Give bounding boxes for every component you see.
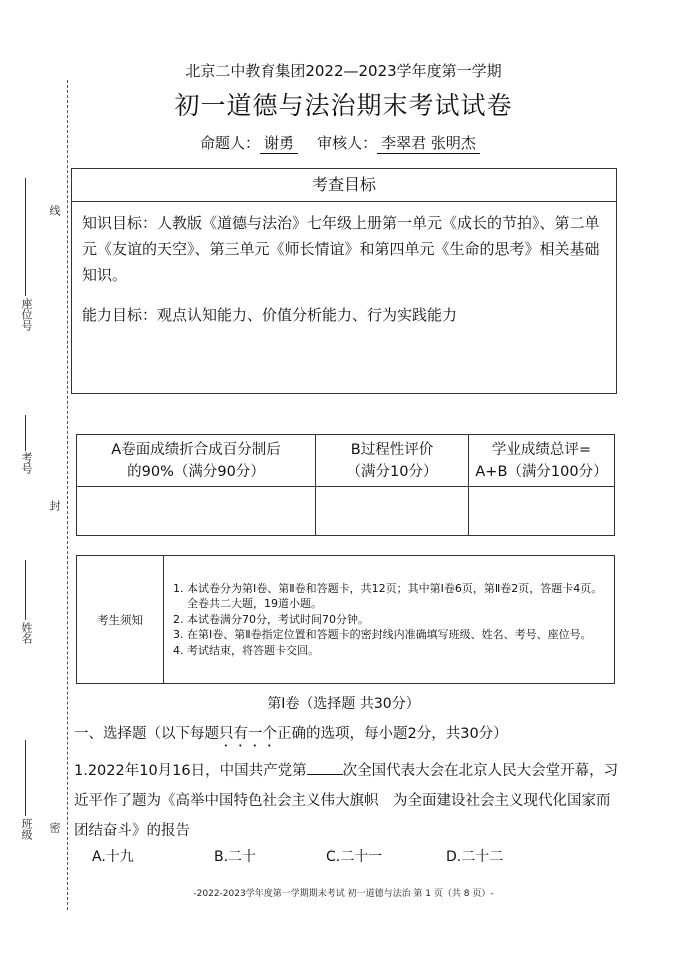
score-a-line1: A卷面成绩折合成百分制后 [111,441,281,458]
margin-label-feng: 封 [48,500,61,511]
class-fill-line [25,740,26,816]
section1-post: 正确的选项，每小题2分，共30分） [277,726,508,742]
exam-title: 初一道德与法治期末考试试卷 [174,91,513,120]
reviewer-label: 审核人： [317,134,378,152]
page-footer: -2022-2023学年度第一学期期末考试 初一道德与法治 第 1 页（共 8 页）- [193,889,494,899]
objectives-title: 考查目标 [72,169,616,202]
q1-option-d[interactable]: D.二十二 [446,849,504,865]
score-header-total [469,435,615,487]
exam-no-fill-line [25,415,26,451]
score-b-line1: B过程性评价 [350,441,434,458]
q1-option-b[interactable]: B.二十 [214,849,257,865]
section1-heading [74,722,508,750]
score-cell-b[interactable] [316,487,469,536]
notice-item: 2. 本试卷满分70分，考试时间70分钟。 [187,612,607,628]
score-cell-total[interactable] [469,487,615,536]
notice-item: 3. 在第Ⅰ卷、第Ⅱ卷指定位置和答题卡的密封线内准确填写班级、姓名、考号、座位号。 [187,627,607,643]
q1-text-a: 1.2022年10月16日，中国共产党第 [74,763,307,779]
part1-heading: 第Ⅰ卷（选择题 共30分） [267,696,420,712]
q1-option-a[interactable]: A.十九 [92,849,134,865]
q1-options [92,846,503,866]
q1-text-b: 次全国代表大会在北京人民大会堂开幕，习近平作了题为《高举中国特色社会主义伟大旗帜 为全面建设社会主义现代化国家而团结奋斗》的报告 [74,763,619,839]
section1-pre: 一、选择题（以下每题 [74,726,219,742]
binding-line [67,80,68,910]
margin-label-class: 班级 [20,818,33,840]
seat-fill-line [25,178,26,296]
exam-subtitle: 北京二中教育集团2022—2023学年度第一学期 [185,62,502,80]
authors-line [200,132,480,154]
q1-blank[interactable] [307,774,343,775]
notice-item: 4. 考试结束，将答题卡交回。 [187,643,607,659]
margin-label-exam-no: 考号 [20,452,33,474]
margin-label-mi: 密 [48,822,61,833]
margin-label-xian: 线 [48,205,61,216]
ability-objective: 能力目标：观点认知能力、价值分析能力、行为实践能力 [82,306,458,324]
score-b-line2: （满分10分） [346,463,438,480]
section1-emphasis: 只有一个 [219,726,277,742]
score-table [76,434,615,536]
notice-table [76,555,615,684]
setter-label: 命题人： [200,134,261,152]
setter-name: 谢勇 [260,132,298,154]
score-header-a [77,435,316,487]
margin-label-name: 姓名 [20,622,33,644]
question-1 [74,756,620,846]
score-header-b [316,435,469,487]
score-a-line2: 的90%（满分90分） [127,463,265,480]
score-total-line2: A+B（满分100分） [475,463,608,480]
notice-label: 考生须知 [77,556,164,684]
knowledge-objective: 知识目标：人教版《道德与法治》七年级上册第一单元《成长的节拍》、第二单元《友谊的天空》、第三单元《师长情谊》和第四单元《生命的思考》相关基础知识。 [82,214,600,284]
name-fill-line [25,560,26,620]
objectives-box [71,168,617,394]
score-total-line1: 学业成绩总评= [491,441,592,458]
notice-item: 1. 本试卷分为第Ⅰ卷、第Ⅱ卷和答题卡，共12页；其中第Ⅰ卷6页，第Ⅱ卷2页，答题卡4页。全卷共二大题，19道小题。 [187,581,607,612]
margin-label-seat: 座位号 [20,298,33,331]
score-cell-a[interactable] [77,487,316,536]
reviewer-names: 李翠君 张明杰 [377,132,480,154]
notice-content [164,556,615,684]
q1-option-c[interactable]: C.二十一 [326,849,383,865]
